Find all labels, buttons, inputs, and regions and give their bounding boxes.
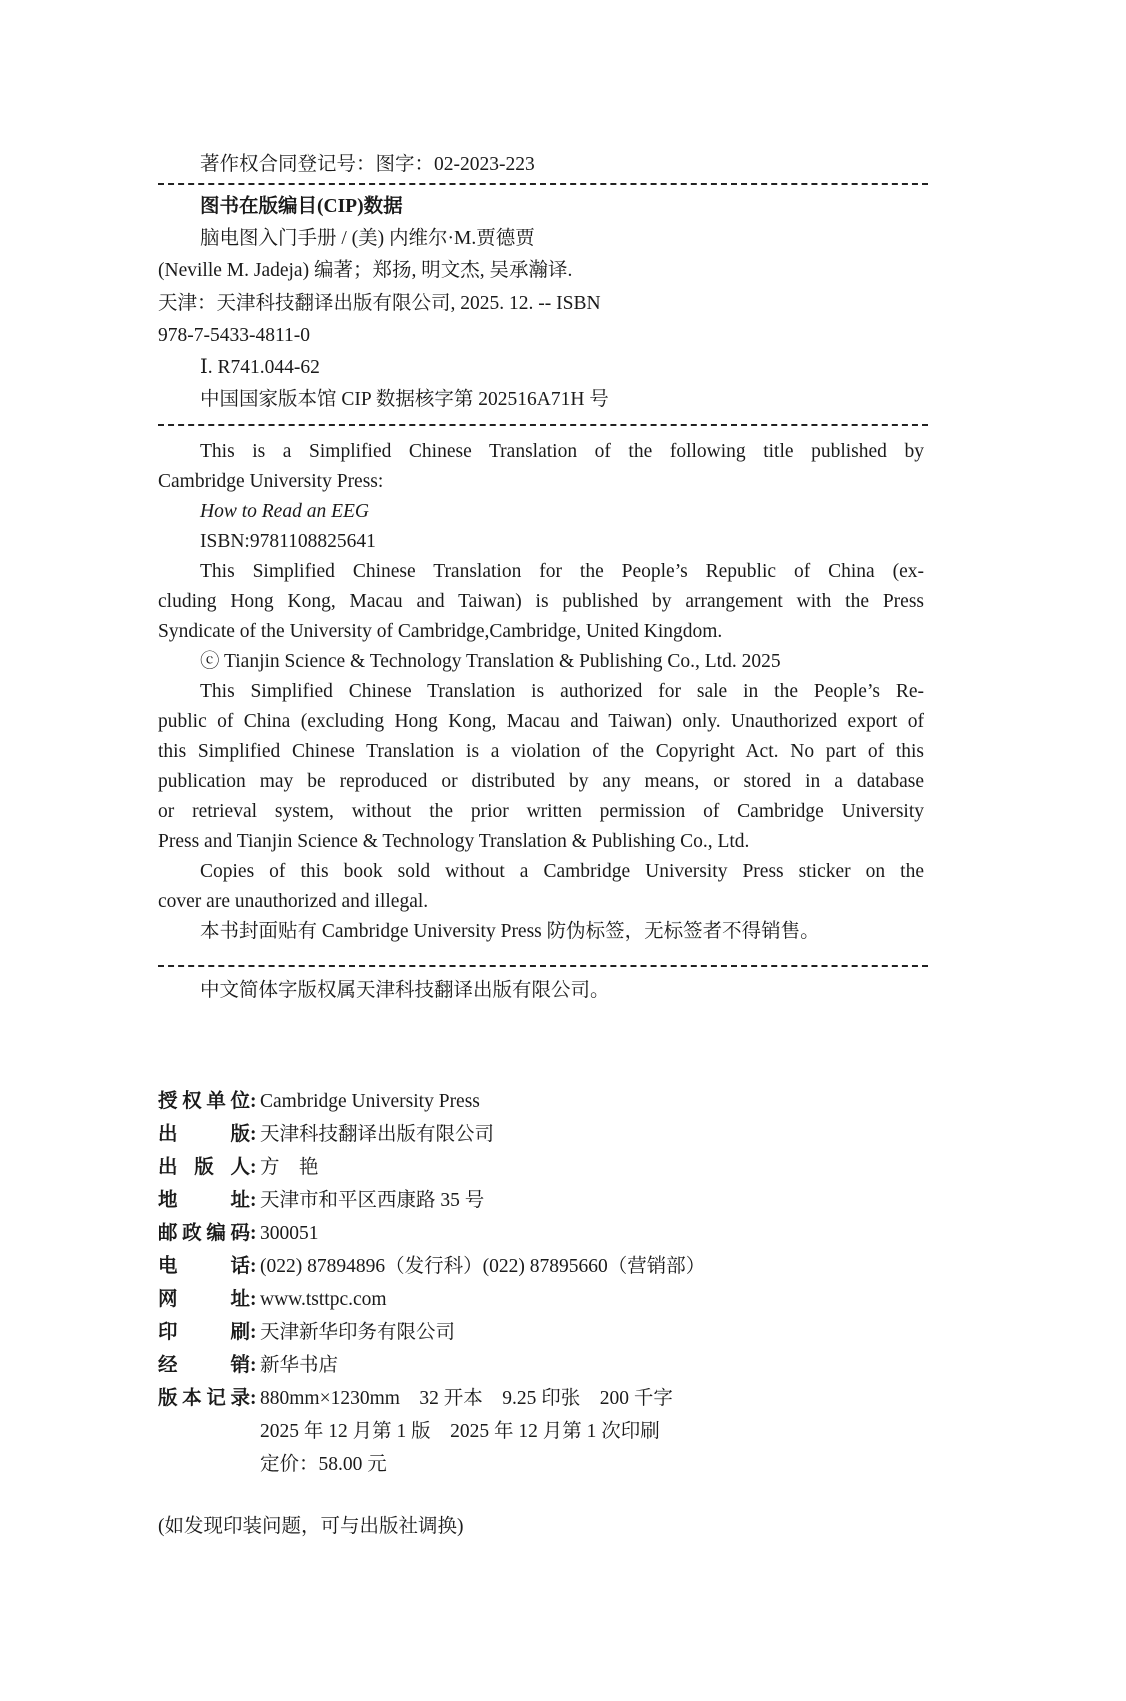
info-label: 印刷 [158, 1322, 250, 1343]
info-value: 方 艳 [260, 1157, 319, 1178]
info-value: 300051 [260, 1223, 319, 1244]
info-row-publisher: 出版: 天津科技翻译出版有限公司 [158, 1122, 494, 1148]
info-row-website: 网址: www.tsttpc.com [158, 1287, 387, 1313]
text-line: This Simplified Chinese Translation for the People’s Republic of China (ex- [200, 561, 924, 582]
footer-note: (如发现印装问题，可与出版社调换) [158, 1516, 464, 1537]
text-line: publication may be reproduced or distributed by any means, or stored in a database [158, 771, 924, 792]
cip-line: (Neville M. Jadeja) 编著；郑扬, 明文杰, 吴承瀚译. [158, 260, 573, 281]
text-line: Cambridge University Press: [158, 471, 384, 492]
copyright-registration: 著作权合同登记号：图字：02-2023-223 [200, 154, 535, 175]
text-line: cover are unauthorized and illegal. [158, 891, 429, 912]
text-line: Syndicate of the University of Cambridge,Cambridge, United Kingdom. [158, 621, 723, 642]
info-label: 电话 [158, 1256, 250, 1277]
copyright-line: ⓒ Tianjin Science & Technology Translation & Publishing Co., Ltd. 2025 [200, 651, 781, 672]
text-line: This is a Simplified Chinese Translation of the following title published by [200, 441, 924, 462]
info-label: 邮政编码 [158, 1223, 250, 1244]
divider [158, 424, 928, 426]
info-value: 天津市和平区西康路 35 号 [260, 1190, 485, 1211]
info-value: 880mm×1230mm 32 开本 9.25 印张 200 千字 [260, 1388, 673, 1409]
book-title: How to Read an EEG [200, 501, 369, 522]
info-label: 网址 [158, 1289, 250, 1310]
license-text [158, 437, 924, 947]
info-row-postcode: 邮政编码: 300051 [158, 1221, 319, 1247]
divider [158, 965, 928, 967]
text-line: Press and Tianjin Science & Technology Translation & Publishing Co., Ltd. [158, 831, 750, 852]
divider [158, 183, 928, 185]
chinese-notice: 本书封面贴有 Cambridge University Press 防伪标签，无标签者不得销售。 [200, 921, 820, 942]
info-row-address: 地址: 天津市和平区西康路 35 号 [158, 1188, 484, 1214]
text-line: Copies of this book sold without a Cambridge University Press sticker on the [200, 861, 924, 882]
info-value: 天津新华印务有限公司 [260, 1322, 456, 1343]
info-value: Cambridge University Press [260, 1091, 480, 1112]
info-value: www.tsttpc.com [260, 1289, 387, 1310]
info-row-printer: 印刷: 天津新华印务有限公司 [158, 1320, 455, 1346]
info-label: 出版人 [158, 1157, 250, 1178]
cip-line: 中国国家版本馆 CIP 数据核字第 202516A71H 号 [200, 389, 609, 410]
info-value: 天津科技翻译出版有限公司 [260, 1124, 495, 1145]
info-value: 新华书店 [260, 1355, 339, 1376]
cip-line: 978-7-5433-4811-0 [158, 325, 311, 346]
info-value: (022) 87894896（发行科）(022) 87895660（营销部） [260, 1256, 706, 1277]
info-label: 版本记录 [158, 1388, 250, 1409]
info-label: 出版 [158, 1124, 250, 1145]
rights-statement: 中文简体字版权属天津科技翻译出版有限公司。 [200, 980, 610, 1001]
info-row-edition-record: 版本记录: 880mm×1230mm 32 开本 9.25 印张 200 千字 [158, 1386, 673, 1412]
text-line: or retrieval system, without the prior written permission of Cambridge University [158, 801, 924, 822]
info-row-publisher-person: 出版人: 方 艳 [158, 1155, 319, 1181]
info-row-phone: 电话: (022) 87894896（发行科）(022) 87895660（营销部） [158, 1254, 705, 1280]
price: 定价：58.00 元 [260, 1454, 387, 1475]
cip-line: 天津：天津科技翻译出版有限公司, 2025. 12. -- ISBN [158, 293, 601, 314]
cip-line: 脑电图入门手册 / (美) 内维尔·M.贾德贾 [200, 228, 535, 249]
info-row-distributor: 经销: 新华书店 [158, 1353, 338, 1379]
text-line: This Simplified Chinese Translation is authorized for sale in the People’s Re- [200, 681, 924, 702]
info-label: 经销 [158, 1355, 250, 1376]
info-label: 地址 [158, 1190, 250, 1211]
text-line: this Simplified Chinese Translation is a violation of the Copyright Act. No part of this [158, 741, 924, 762]
text-line: public of China (excluding Hong Kong, Macau and Taiwan) only. Unauthorized export of [158, 711, 924, 732]
isbn: ISBN:9781108825641 [200, 531, 376, 552]
text-line: cluding Hong Kong, Macau and Taiwan) is published by arrangement with the Press [158, 591, 924, 612]
info-row-authorizer: 授权单位: Cambridge University Press [158, 1089, 480, 1115]
cip-line: Ⅰ. R741.044-62 [200, 357, 320, 378]
edition-line: 2025 年 12 月第 1 版 2025 年 12 月第 1 次印刷 [260, 1421, 660, 1442]
info-label: 授权单位 [158, 1091, 250, 1112]
cip-heading: 图书在版编目(CIP)数据 [200, 196, 403, 217]
